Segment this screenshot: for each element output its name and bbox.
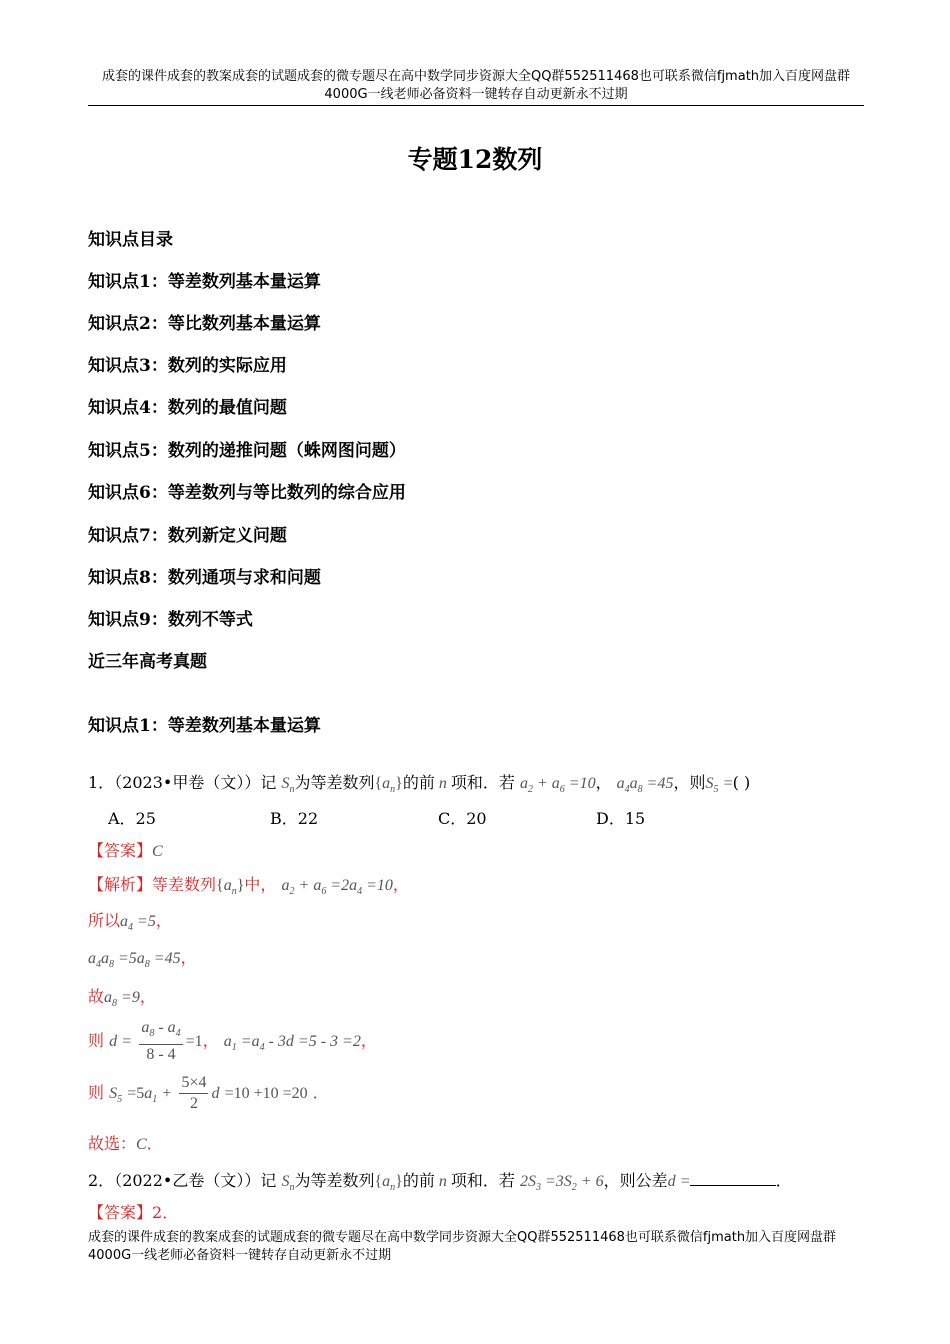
option-d: D．15 <box>596 809 646 828</box>
toc-item: 知识点3：数列的实际应用 <box>88 356 287 376</box>
option-a: A．25 <box>108 809 156 828</box>
answer-blank <box>690 1171 776 1186</box>
toc-item: 知识点5：数列的递推问题（蛛网图问题） <box>88 441 406 461</box>
toc-item: 知识点1：等差数列基本量运算 <box>88 272 321 292</box>
analysis-line-4: 故$a_8 =9$， <box>88 987 156 1010</box>
toc-item: 近三年高考真题 <box>88 652 207 672</box>
analysis-line-3: $a_4a_8 =5a_8 =45$， <box>88 948 197 971</box>
option-c: C．20 <box>438 809 487 828</box>
answer-1: 【答案】C <box>88 841 163 860</box>
toc-item: 知识点7：数列新定义问题 <box>88 526 287 546</box>
toc-item: 知识点8：数列通项与求和问题 <box>88 568 321 588</box>
toc-heading: 知识点目录 <box>88 230 173 250</box>
section-heading: 知识点1：等差数列基本量运算 <box>88 716 321 736</box>
analysis-line-1: 【解析】等差数列$\{a_n\}$中， $a_2 + a_6 =2a_4 =10$， <box>88 875 409 898</box>
question-1: 1．（2023•甲卷（文））记 $S_n$为等差数列$\{a_n\}$的前 n 项和．若 $a_2 + a_6 =10$， $a_4a_8 =45$，则$S_5$ =( ) <box>88 773 751 796</box>
toc-item: 知识点9：数列不等式 <box>88 610 253 630</box>
answer-2: 【答案】2． <box>88 1203 179 1222</box>
option-b: B．22 <box>270 809 319 828</box>
toc-item: 知识点2：等比数列基本量运算 <box>88 314 321 334</box>
page-header: 成套的课件成套的教案成套的试题成套的微专题尽在高中数学同步资源大全QQ群552511468也可联系微信fjmath加入百度网盘群4000G一线老师必备资料一键转存自动更新永不过期 <box>101 69 851 102</box>
analysis-line-2: 所以$a_4 =5$， <box>88 911 172 934</box>
page-footer: 成套的课件成套的教案成套的试题成套的微专题尽在高中数学同步资源大全QQ群552511468也可联系微信fjmath加入百度网盘群4000G一线老师必备资料一键转存自动更新永不过期 <box>88 1230 837 1263</box>
header-divider <box>88 105 864 106</box>
page-title: 专题12数列 <box>407 145 543 174</box>
analysis-conclusion: 故选：C． <box>88 1134 163 1153</box>
analysis-line-6: 则 $S_5 =5a_1$ + $\frac{5\times 4}{2}$ d =10 +10 =20 ． <box>88 1074 329 1112</box>
toc-item: 知识点4：数列的最值问题 <box>88 398 287 418</box>
analysis-line-5: 则 d = $\frac{a_8 - a_4}{8 - 4}$ =1， $a_1 =a_4 - 3d =5 - 3 =2$， <box>88 1019 377 1064</box>
toc-item: 知识点6：等差数列与等比数列的综合应用 <box>88 483 406 503</box>
question-2: 2．（2022•乙卷（文））记 $S_n$为等差数列$\{a_n\}$的前 n 项和．若 $2S_3 =3S_2 + 6$，则公差d = ． <box>88 1171 792 1194</box>
